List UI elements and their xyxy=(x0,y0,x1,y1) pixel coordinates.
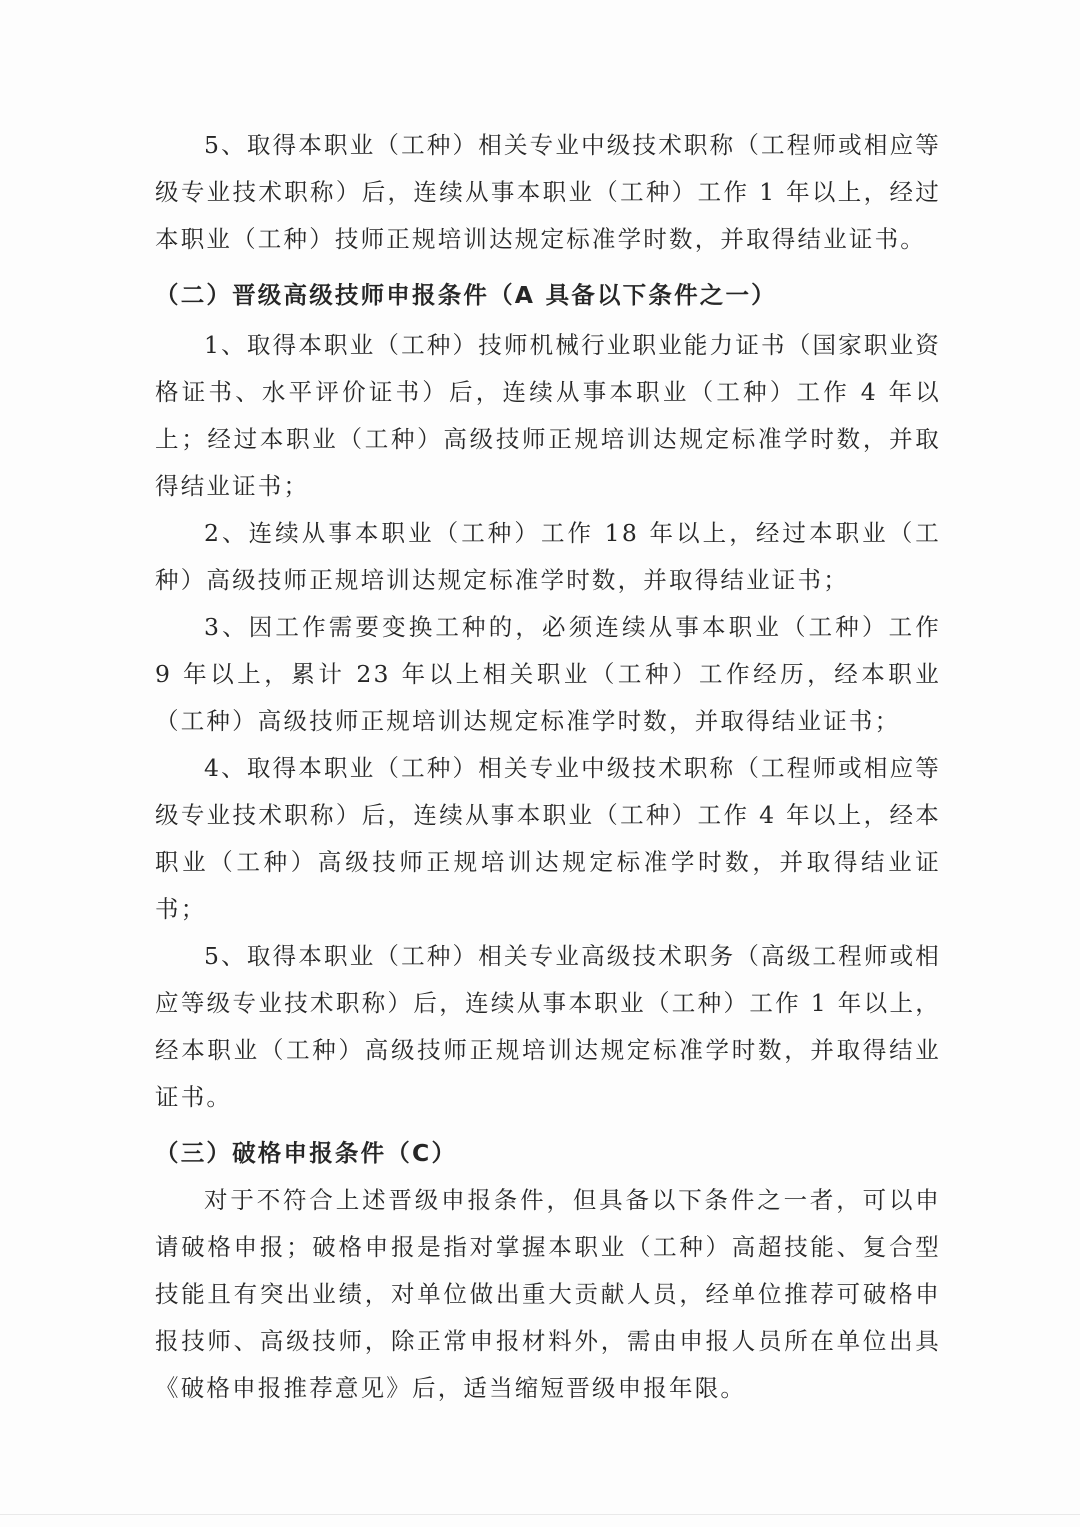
section-2-item-5: 5、取得本职业（工种）相关专业高级技术职务（高级工程师或相应等级专业技术职称）后，连续从事本职业（工种）工作 1 年以上，经本职业（工种）高级技师正规培训达规定标准学时数，并取得结业证书。 xyxy=(155,942,941,1111)
section-2-item-2: 2、连续从事本职业（工种）工作 18 年以上，经过本职业（工种）高级技师正规培训达规定标准学时数，并取得结业证书； xyxy=(155,519,941,594)
section-3-heading: （三）破格申报条件（C） xyxy=(155,1139,458,1167)
page-bottom-edge xyxy=(0,1514,1080,1515)
paragraph-item-5-technician: 5、取得本职业（工种）相关专业中级技术职称（工程师或相应等级专业技术职称）后，连续从事本职业（工种）工作 1 年以上，经过本职业（工种）技师正规培训达规定标准学时数，并取得结业证书。 xyxy=(155,131,941,253)
section-2-heading: （二）晋级高级技师申报条件（A 具备以下条件之一） xyxy=(155,281,777,309)
section-2-item-1: 1、取得本职业（工种）技师机械行业职业能力证书（国家职业资格证书、水平评价证书）后，连续从事本职业（工种）工作 4 年以上；经过本职业（工种）高级技师正规培训达规定标准学时数，并取得结业证书； xyxy=(155,331,941,500)
section-3-body: 对于不符合上述晋级申报条件，但具备以下条件之一者，可以申请破格申报；破格申报是指对掌握本职业（工种）高超技能、复合型技能且有突出业绩，对单位做出重大贡献人员，经单位推荐可破格申报技师、高级技师，除正常申报材料外，需由申报人员所在单位出具《破格申报推荐意见》后，适当缩短晋级申报年限。 xyxy=(155,1186,941,1402)
section-2-item-4: 4、取得本职业（工种）相关专业中级技术职称（工程师或相应等级专业技术职称）后，连续从事本职业（工种）工作 4 年以上，经本职业（工种）高级技师正规培训达规定标准学时数，并取得结业证书； xyxy=(155,754,941,923)
section-2-item-3: 3、因工作需要变换工种的，必须连续从事本职业（工种）工作 9 年以上，累计 23 年以上相关职业（工种）工作经历，经本职业（工种）高级技师正规培训达规定标准学时数，并取得结业证书； xyxy=(155,613,941,735)
document-body xyxy=(155,122,941,1412)
